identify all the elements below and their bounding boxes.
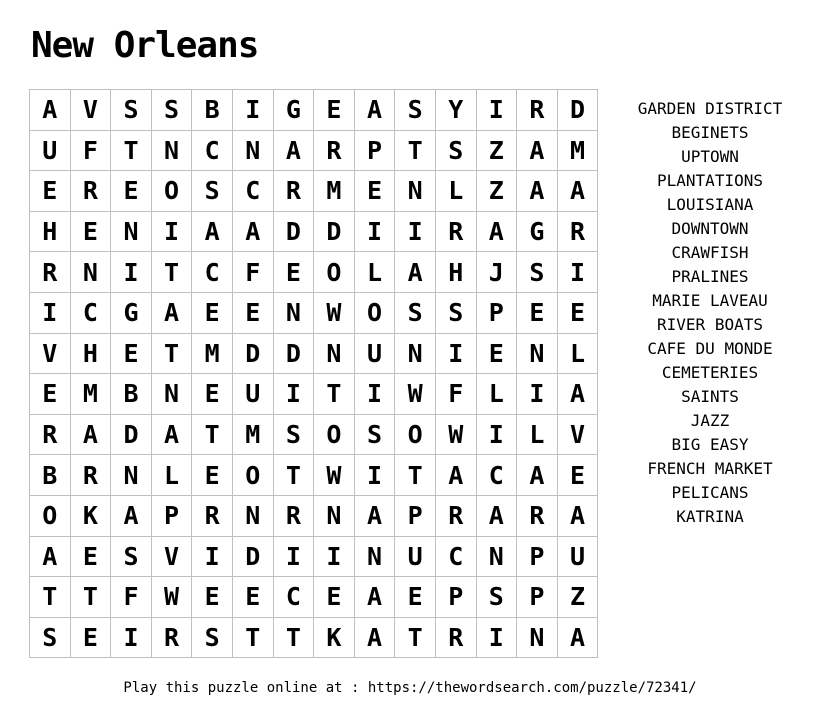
grid-cell[interactable]: S [192, 171, 233, 212]
grid-cell[interactable]: E [355, 171, 396, 212]
grid-cell[interactable]: N [477, 537, 518, 578]
grid-cell[interactable]: O [314, 415, 355, 456]
grid-cell[interactable]: N [314, 334, 355, 375]
grid-cell[interactable]: E [192, 455, 233, 496]
word-list-item: RIVER BOATS [657, 315, 763, 334]
grid-cell[interactable]: T [274, 455, 315, 496]
grid-cell[interactable]: A [558, 374, 599, 415]
word-list-item: CEMETERIES [661, 363, 759, 382]
grid-cell[interactable]: R [30, 252, 71, 293]
grid-cell[interactable]: P [477, 293, 518, 334]
grid-cell[interactable]: C [477, 455, 518, 496]
word-list-item: FRENCH MARKET [647, 459, 773, 478]
grid-cell[interactable]: A [192, 212, 233, 253]
grid-cell[interactable]: I [152, 212, 193, 253]
grid-cell[interactable]: A [355, 577, 396, 618]
word-list-item: BIG EASY [671, 435, 749, 454]
footer-link-text: Play this puzzle online at : https://thewordsearch.com/puzzle/72341/ [123, 680, 697, 696]
grid-cell[interactable]: R [436, 212, 477, 253]
grid-cell[interactable]: V [71, 90, 112, 131]
grid-cell[interactable]: Z [477, 131, 518, 172]
grid-cell[interactable]: S [436, 293, 477, 334]
grid-cell[interactable]: W [436, 415, 477, 456]
grid-cell[interactable]: A [355, 90, 396, 131]
grid-cell[interactable]: E [192, 577, 233, 618]
grid-cell[interactable]: S [517, 252, 558, 293]
grid-cell[interactable]: T [233, 618, 274, 659]
grid-cell[interactable]: E [314, 577, 355, 618]
grid-cell[interactable]: J [477, 252, 518, 293]
grid-cell[interactable]: D [233, 537, 274, 578]
grid-cell[interactable]: F [233, 252, 274, 293]
grid-cell[interactable]: L [517, 415, 558, 456]
grid-cell[interactable]: U [558, 537, 599, 578]
grid-cell[interactable]: I [517, 374, 558, 415]
grid-cell[interactable]: A [274, 131, 315, 172]
grid-cell[interactable]: F [436, 374, 477, 415]
grid-cell[interactable]: Z [477, 171, 518, 212]
grid-cell[interactable]: R [152, 618, 193, 659]
grid-cell[interactable]: L [436, 171, 477, 212]
grid-cell[interactable]: Z [558, 577, 599, 618]
grid-cell[interactable]: N [517, 618, 558, 659]
grid-cell[interactable]: L [558, 334, 599, 375]
grid-cell[interactable]: P [395, 496, 436, 537]
grid-cell[interactable]: R [314, 131, 355, 172]
grid-cell[interactable]: E [314, 90, 355, 131]
grid-cell[interactable]: M [192, 334, 233, 375]
word-list-item: PLANTATIONS [657, 171, 763, 190]
word-list-item: CAFE DU MONDE [647, 339, 773, 358]
grid-cell[interactable]: T [152, 334, 193, 375]
grid-cell[interactable]: P [436, 577, 477, 618]
grid-cell[interactable]: E [192, 293, 233, 334]
grid-cell[interactable]: I [355, 374, 396, 415]
grid-cell[interactable]: E [274, 252, 315, 293]
grid-cell[interactable]: I [395, 212, 436, 253]
grid-cell[interactable]: I [355, 212, 396, 253]
grid-cell[interactable]: A [477, 496, 518, 537]
grid-cell[interactable]: S [30, 618, 71, 659]
grid-cell[interactable]: S [395, 293, 436, 334]
grid-cell[interactable]: E [192, 374, 233, 415]
grid-cell[interactable]: R [71, 171, 112, 212]
grid-cell[interactable]: S [355, 415, 396, 456]
grid-cell[interactable]: I [30, 293, 71, 334]
grid-cell[interactable]: D [233, 334, 274, 375]
grid-cell[interactable]: R [517, 90, 558, 131]
grid-cell[interactable]: A [477, 212, 518, 253]
word-list-item: JAZZ [690, 411, 730, 430]
grid-cell[interactable]: T [152, 252, 193, 293]
grid-cell[interactable]: D [274, 334, 315, 375]
grid-cell[interactable]: M [233, 415, 274, 456]
grid-cell[interactable]: W [314, 293, 355, 334]
grid-cell[interactable]: O [314, 252, 355, 293]
grid-cell[interactable]: T [192, 415, 233, 456]
grid-cell[interactable]: R [71, 455, 112, 496]
grid-cell[interactable]: I [477, 415, 518, 456]
grid-cell[interactable]: T [71, 577, 112, 618]
grid-cell[interactable]: E [558, 455, 599, 496]
grid-cell[interactable]: A [517, 131, 558, 172]
grid-cell[interactable]: E [233, 293, 274, 334]
grid-cell[interactable]: A [517, 171, 558, 212]
grid-cell[interactable]: N [314, 496, 355, 537]
grid-cell[interactable]: A [30, 90, 71, 131]
grid-cell[interactable]: E [71, 537, 112, 578]
grid-cell[interactable]: I [355, 455, 396, 496]
grid-cell[interactable]: L [477, 374, 518, 415]
grid-cell[interactable]: A [355, 618, 396, 659]
grid-cell[interactable]: N [355, 537, 396, 578]
grid-cell[interactable]: E [30, 374, 71, 415]
grid-cell[interactable]: N [71, 252, 112, 293]
grid-cell[interactable]: N [233, 496, 274, 537]
grid-cell[interactable]: S [192, 618, 233, 659]
grid-cell[interactable]: E [558, 293, 599, 334]
puzzle-title: New Orleans [31, 25, 259, 66]
grid-cell[interactable]: E [111, 334, 152, 375]
grid-cell[interactable]: E [517, 293, 558, 334]
grid-cell[interactable]: B [192, 90, 233, 131]
grid-cell[interactable]: C [192, 131, 233, 172]
word-list-item: PRALINES [671, 267, 749, 286]
grid-cell[interactable]: O [233, 455, 274, 496]
grid-cell[interactable]: S [274, 415, 315, 456]
grid-cell[interactable]: E [233, 577, 274, 618]
grid-cell[interactable]: A [233, 212, 274, 253]
grid-cell[interactable]: K [314, 618, 355, 659]
grid-cell[interactable]: B [111, 374, 152, 415]
grid-cell[interactable]: T [395, 131, 436, 172]
grid-cell[interactable]: N [517, 334, 558, 375]
grid-cell[interactable]: E [71, 618, 112, 659]
grid-cell[interactable]: T [30, 577, 71, 618]
grid-cell[interactable]: A [395, 252, 436, 293]
grid-cell[interactable]: W [152, 577, 193, 618]
grid-cell[interactable]: O [152, 171, 193, 212]
grid-cell[interactable]: M [314, 171, 355, 212]
word-list-item: DOWNTOWN [671, 219, 749, 238]
grid-cell[interactable]: C [71, 293, 112, 334]
grid-cell[interactable]: A [558, 618, 599, 659]
grid-cell[interactable]: N [111, 455, 152, 496]
grid-cell[interactable]: H [71, 334, 112, 375]
grid-cell[interactable]: F [111, 577, 152, 618]
grid-cell[interactable]: G [274, 90, 315, 131]
grid-cell[interactable]: G [111, 293, 152, 334]
grid-cell[interactable]: R [274, 496, 315, 537]
grid-cell[interactable]: I [274, 537, 315, 578]
letter-grid[interactable] [29, 89, 598, 658]
grid-cell[interactable]: R [192, 496, 233, 537]
grid-cell[interactable]: S [152, 90, 193, 131]
grid-cell[interactable]: A [71, 415, 112, 456]
grid-cell[interactable]: R [274, 171, 315, 212]
grid-cell[interactable]: W [395, 374, 436, 415]
grid-cell[interactable]: L [152, 455, 193, 496]
grid-cell[interactable]: I [274, 374, 315, 415]
grid-cell[interactable]: E [30, 171, 71, 212]
grid-cell[interactable]: A [152, 415, 193, 456]
grid-cell[interactable]: M [558, 131, 599, 172]
word-list-item: CRAWFISH [671, 243, 749, 262]
grid-cell[interactable]: B [30, 455, 71, 496]
word-list-item: PELICANS [671, 483, 749, 502]
grid-cell[interactable]: A [355, 496, 396, 537]
grid-cell[interactable]: C [233, 171, 274, 212]
grid-cell[interactable]: N [395, 334, 436, 375]
grid-cell[interactable]: W [314, 455, 355, 496]
grid-cell[interactable]: I [111, 252, 152, 293]
grid-cell[interactable]: E [111, 171, 152, 212]
grid-cell[interactable]: T [274, 618, 315, 659]
grid-cell[interactable]: T [314, 374, 355, 415]
grid-cell[interactable]: D [274, 212, 315, 253]
grid-cell[interactable]: I [558, 252, 599, 293]
grid-cell[interactable]: V [152, 537, 193, 578]
grid-cell[interactable]: G [517, 212, 558, 253]
word-list-item: GARDEN DISTRICT [637, 99, 783, 118]
grid-cell[interactable]: D [111, 415, 152, 456]
grid-cell[interactable]: D [558, 90, 599, 131]
grid-cell[interactable]: F [71, 131, 112, 172]
grid-cell[interactable]: S [111, 537, 152, 578]
grid-cell[interactable]: A [558, 171, 599, 212]
grid-cell[interactable]: T [395, 455, 436, 496]
grid-cell[interactable]: N [274, 293, 315, 334]
word-list-item: LOUISIANA [666, 195, 754, 214]
grid-cell[interactable]: P [517, 577, 558, 618]
grid-cell[interactable]: H [30, 212, 71, 253]
grid-cell[interactable]: I [477, 90, 518, 131]
grid-cell[interactable]: L [355, 252, 396, 293]
grid-cell[interactable]: T [111, 131, 152, 172]
grid-cell[interactable]: P [152, 496, 193, 537]
grid-cell[interactable]: O [355, 293, 396, 334]
grid-cell[interactable]: Y [436, 90, 477, 131]
grid-cell[interactable]: I [477, 618, 518, 659]
grid-cell[interactable]: A [436, 455, 477, 496]
grid-cell[interactable]: U [30, 131, 71, 172]
grid-cell[interactable]: N [111, 212, 152, 253]
grid-cell[interactable]: R [558, 212, 599, 253]
grid-cell[interactable]: C [192, 252, 233, 293]
grid-cell[interactable]: D [314, 212, 355, 253]
word-list-item: BEGINETS [671, 123, 749, 142]
grid-cell[interactable]: T [395, 618, 436, 659]
grid-cell[interactable]: U [355, 334, 396, 375]
grid-cell[interactable]: E [477, 334, 518, 375]
grid-cell[interactable]: K [71, 496, 112, 537]
grid-cell[interactable]: R [436, 618, 477, 659]
grid-cell[interactable]: I [192, 537, 233, 578]
grid-cell[interactable]: S [477, 577, 518, 618]
grid-cell[interactable]: U [233, 374, 274, 415]
grid-cell[interactable]: V [30, 334, 71, 375]
word-list-item: UPTOWN [681, 147, 739, 166]
grid-cell[interactable]: N [152, 131, 193, 172]
word-list-item: KATRINA [676, 507, 744, 526]
grid-cell[interactable]: C [274, 577, 315, 618]
word-list-item: SAINTS [681, 387, 739, 406]
grid-cell[interactable]: P [517, 537, 558, 578]
grid-cell[interactable]: S [436, 131, 477, 172]
grid-cell[interactable]: H [436, 252, 477, 293]
grid-cell[interactable]: U [395, 537, 436, 578]
grid-cell[interactable]: O [395, 415, 436, 456]
word-list [620, 97, 800, 529]
grid-cell[interactable]: E [71, 212, 112, 253]
grid-cell[interactable]: C [436, 537, 477, 578]
grid-cell[interactable]: E [395, 577, 436, 618]
grid-cell[interactable]: R [517, 496, 558, 537]
grid-cell[interactable]: A [558, 496, 599, 537]
grid-cell[interactable]: I [436, 334, 477, 375]
word-list-item: MARIE LAVEAU [652, 291, 768, 310]
grid-cell[interactable]: A [111, 496, 152, 537]
grid-cell[interactable]: R [436, 496, 477, 537]
grid-cell[interactable]: S [111, 90, 152, 131]
grid-cell[interactable]: N [152, 374, 193, 415]
grid-cell[interactable]: I [111, 618, 152, 659]
grid-cell[interactable]: I [314, 537, 355, 578]
grid-cell[interactable]: P [355, 131, 396, 172]
grid-cell[interactable]: V [558, 415, 599, 456]
grid-cell[interactable]: N [233, 131, 274, 172]
grid-cell[interactable]: A [517, 455, 558, 496]
grid-cell[interactable]: R [30, 415, 71, 456]
grid-cell[interactable]: M [71, 374, 112, 415]
grid-cell[interactable]: S [395, 90, 436, 131]
grid-cell[interactable]: A [152, 293, 193, 334]
grid-cell[interactable]: A [30, 537, 71, 578]
grid-cell[interactable]: I [233, 90, 274, 131]
grid-cell[interactable]: O [30, 496, 71, 537]
grid-cell[interactable]: N [395, 171, 436, 212]
